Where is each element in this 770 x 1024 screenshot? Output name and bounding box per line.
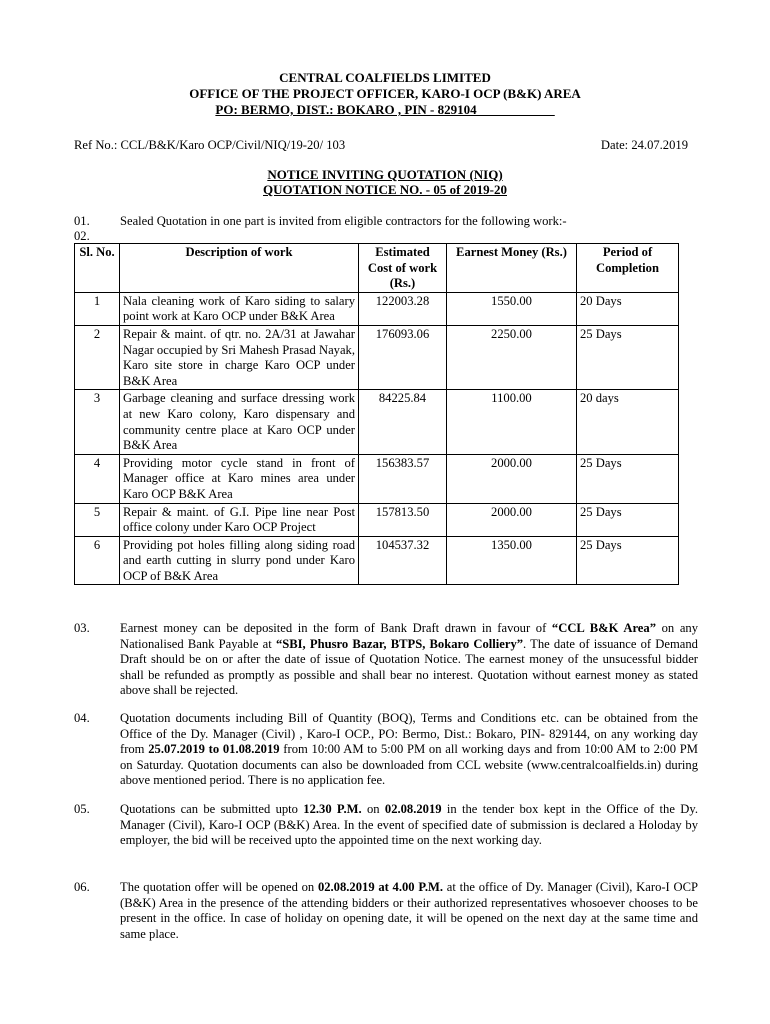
clause-text: from 10:00 AM to 5:00 PM on all working days and from 10:00 AM to 2:00 PM on Saturday. Quotation documents can also be downloaded from CCL website (www.centralcoalfields.in) during above mentioned period. There is no application fee.: [120, 742, 698, 788]
col-header-sl: Sl. No.: [75, 244, 120, 293]
notice-title: NOTICE INVITING QUOTATION (NIQ): [267, 167, 503, 182]
cell-cost: 104537.32: [359, 536, 447, 585]
notice-number: QUOTATION NOTICE NO. - 05 of 2019-20: [263, 182, 507, 197]
cell-period: 20 Days: [577, 292, 679, 325]
item-number: 04.: [74, 711, 90, 725]
cell-sl: 5: [75, 503, 120, 536]
clause-bold: 25.07.2019 to 01.08.2019: [148, 742, 280, 757]
clause-text: on any Nationalised Bank Payable at: [120, 621, 699, 651]
opening-clause: [120, 880, 698, 942]
cell-earnest: 2250.00: [447, 325, 577, 389]
cell-earnest: 2000.00: [447, 503, 577, 536]
cell-period: 25 Days: [577, 325, 679, 389]
cell-description: Repair & maint. of G.I. Pipe line near Post office colony under Karo OCP Project: [120, 503, 359, 536]
table-row: [75, 292, 679, 325]
table-row: [75, 536, 679, 585]
item-text: Sealed Quotation in one part is invited from eligible contractors for the following work:-: [120, 214, 567, 228]
clause-bold: “CCL B&K Area”: [551, 621, 656, 635]
col-header-earnest: Earnest Money (Rs.): [447, 244, 577, 293]
cell-cost: 156383.57: [359, 454, 447, 503]
item-number: 02.: [74, 229, 90, 243]
cell-earnest: 1350.00: [447, 536, 577, 585]
cell-sl: 4: [75, 454, 120, 503]
item-number: 06.: [74, 880, 90, 894]
clause-text: at the office of Dy. Manager (Civil), Karo-I OCP (B&K) Area in the presence of the attending bidders or their authorized representatives whosoever chooses to be present in the office. In case of holiday on opening date, it will be opened on the next day at the same time and same place.: [120, 880, 698, 941]
office-address: PO: BERMO, DIST.: BOKARO , PIN - 829104____________: [215, 102, 555, 117]
col-header-description: Description of work: [120, 244, 359, 293]
item-number: 01.: [74, 214, 90, 228]
clause-text: . The date of issuance of Demand Draft should be on or after the date of issue of Quotation Notice. The earnest money of the unsucessful bidder shall be refunded as promptly as possible and shall bear no interest. Quotation without earnest money as stated above shall be rejected.: [120, 636, 698, 698]
clause-bold: 12.30 P.M.: [303, 802, 362, 816]
clause-bold: “SBI, Phusro Bazar, BTPS, Bokaro Colliery”: [275, 636, 524, 651]
cell-cost: 157813.50: [359, 503, 447, 536]
cell-earnest: 1550.00: [447, 292, 577, 325]
cell-description: Garbage cleaning and surface dressing work at new Karo colony, Karo dispensary and community centre place at Karo OCP under B&K Area: [120, 390, 359, 454]
office-name: OFFICE OF THE PROJECT OFFICER, KARO-I OCP (B&K) AREA: [189, 86, 581, 101]
cell-description: Providing pot holes filling along siding road and earth cutting in slurry pond under Karo OCP of B&K Area: [120, 536, 359, 585]
col-header-cost: Estimated Cost of work (Rs.): [359, 244, 447, 293]
cell-sl: 6: [75, 536, 120, 585]
notice-date: Date: 24.07.2019: [600, 138, 688, 152]
cell-description: Providing motor cycle stand in front of Manager office at Karo mines area under Karo OCP B&K Area: [120, 454, 359, 503]
documents-clause: [120, 711, 698, 789]
cell-earnest: 1100.00: [447, 390, 577, 454]
table-row: [75, 325, 679, 389]
cell-cost: 122003.28: [359, 292, 447, 325]
cell-sl: 1: [75, 292, 120, 325]
clause-text: Quotation documents including Bill of Quantity (BOQ), Terms and Conditions etc. can be obtained from the Office of the Dy. Manager (Civil) , Karo-I OCP., PO: Bermo, Dist.: Bokaro, PIN- 829144, on any working day from: [120, 711, 698, 757]
table-header-row: [75, 244, 679, 293]
cell-period: 25 Days: [577, 536, 679, 585]
clause-text: Earnest money can be deposited in the form of Bank Draft drawn in favour of: [120, 621, 552, 635]
submission-clause: [120, 802, 698, 849]
clause-text: Quotations can be submitted upto: [120, 802, 304, 816]
cell-cost: 176093.06: [359, 325, 447, 389]
cell-sl: 3: [75, 390, 120, 454]
earnest-money-clause: [120, 621, 698, 699]
reference-number: Ref No.: CCL/B&K/Karo OCP/Civil/NIQ/19-20/ 103: [74, 138, 346, 152]
clause-text: on: [361, 802, 385, 816]
company-name: CENTRAL COALFIELDS LIMITED: [279, 70, 491, 85]
letterhead: [0, 70, 770, 118]
clause-bold: 02.08.2019: [384, 802, 442, 816]
cell-earnest: 2000.00: [447, 454, 577, 503]
table-row: [75, 390, 679, 454]
item-number: 05.: [74, 802, 90, 816]
cell-cost: 84225.84: [359, 390, 447, 454]
works-table: [74, 243, 679, 585]
cell-description: Repair & maint. of qtr. no. 2A/31 at Jawahar Nagar occupied by Sri Mahesh Prasad Nayak, Karo site store in charge Karo OCP under B&K Area: [120, 325, 359, 389]
table-row: [75, 454, 679, 503]
clause-text: in the tender box kept in the Office of the Dy. Manager (Civil), Karo-I OCP (B&K) Area. In the event of specified date of submission is declared a Holoday by employer, the bid will be received upto the appointed time on the next working day.: [120, 802, 698, 848]
notice-heading: [0, 167, 770, 197]
item-number: 03.: [74, 621, 90, 635]
col-header-period: Period of Completion: [577, 244, 679, 293]
cell-period: 20 days: [577, 390, 679, 454]
table-row: [75, 503, 679, 536]
cell-sl: 2: [75, 325, 120, 389]
cell-period: 25 Days: [577, 454, 679, 503]
cell-description: Nala cleaning work of Karo siding to salary point work at Karo OCP under B&K Area: [120, 292, 359, 325]
clause-bold: 02.08.2019 at 4.00 P.M.: [317, 880, 444, 894]
clause-text: The quotation offer will be opened on: [120, 880, 318, 894]
cell-period: 25 Days: [577, 503, 679, 536]
